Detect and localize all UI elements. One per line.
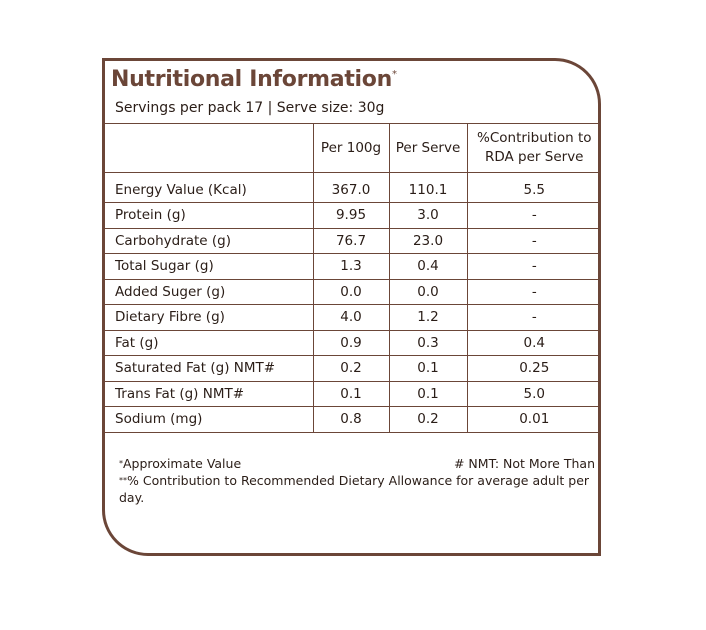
value-per-serve: 110.1 <box>389 173 467 203</box>
table-row <box>102 228 601 254</box>
value-rda: 5.0 <box>467 381 601 407</box>
nutrient-name: Fat (g) <box>102 330 313 356</box>
nutrient-name: Dietary Fibre (g) <box>102 305 313 331</box>
nutrition-table-wrapper <box>102 123 601 433</box>
value-rda: 5.5 <box>467 173 601 203</box>
footnote-nmt: # NMT: Not More Than <box>453 456 595 471</box>
value-per-100g: 367.0 <box>313 173 389 203</box>
footnotes <box>119 455 595 506</box>
nutrient-name: Trans Fat (g) NMT# <box>102 381 313 407</box>
value-per-serve: 23.0 <box>389 228 467 254</box>
table-row <box>102 381 601 407</box>
header-per-100g: Per 100g <box>313 124 389 173</box>
value-per-serve: 0.3 <box>389 330 467 356</box>
value-per-serve: 0.2 <box>389 407 467 433</box>
table-header-row <box>102 124 601 173</box>
value-per-100g: 76.7 <box>313 228 389 254</box>
footnote-rda: **% Contribution to Recommended Dietary Allowance for average adult per day. <box>119 473 590 505</box>
value-per-100g: 0.8 <box>313 407 389 433</box>
value-rda: 0.4 <box>467 330 601 356</box>
nutrient-name: Total Sugar (g) <box>102 254 313 280</box>
nutrient-name: Sodium (mg) <box>102 407 313 433</box>
footnote-row <box>119 455 595 472</box>
header-per-serve: Per Serve <box>389 124 467 173</box>
value-per-100g: 4.0 <box>313 305 389 331</box>
value-per-serve: 0.1 <box>389 356 467 382</box>
nutrient-name: Energy Value (Kcal) <box>102 173 313 203</box>
value-per-100g: 9.95 <box>313 203 389 229</box>
header-nutrient <box>102 124 313 173</box>
footnote-approximate: *Approximate Value <box>119 456 242 471</box>
value-rda: - <box>467 203 601 229</box>
footnote-double-asterisk: ** <box>119 476 127 485</box>
table-row <box>102 173 601 203</box>
panel-title: Nutritional Information* <box>111 67 397 92</box>
value-per-serve: 1.2 <box>389 305 467 331</box>
value-per-100g: 0.9 <box>313 330 389 356</box>
value-rda: - <box>467 279 601 305</box>
value-rda: - <box>467 254 601 280</box>
value-per-serve: 0.0 <box>389 279 467 305</box>
value-rda: 0.25 <box>467 356 601 382</box>
serving-info: Servings per pack 17 | Serve size: 30g <box>115 100 385 116</box>
table-row <box>102 254 601 280</box>
footnote-asterisk: * <box>119 459 123 468</box>
nutrition-table <box>102 123 601 433</box>
nutrient-name: Added Suger (g) <box>102 279 313 305</box>
table-row <box>102 356 601 382</box>
title-asterisk: * <box>391 69 397 80</box>
nutrition-panel <box>102 58 601 556</box>
value-per-100g: 0.0 <box>313 279 389 305</box>
table-row <box>102 279 601 305</box>
value-rda: - <box>467 305 601 331</box>
value-rda: - <box>467 228 601 254</box>
table-row <box>102 305 601 331</box>
table-row <box>102 203 601 229</box>
table-row <box>102 330 601 356</box>
nutrient-name: Saturated Fat (g) NMT# <box>102 356 313 382</box>
value-per-100g: 0.1 <box>313 381 389 407</box>
value-per-serve: 3.0 <box>389 203 467 229</box>
table-row <box>102 407 601 433</box>
nutrient-name: Carbohydrate (g) <box>102 228 313 254</box>
value-per-100g: 1.3 <box>313 254 389 280</box>
nutrient-name: Protein (g) <box>102 203 313 229</box>
header-rda: %Contribution to RDA per Serve <box>467 124 601 173</box>
value-per-100g: 0.2 <box>313 356 389 382</box>
value-per-serve: 0.1 <box>389 381 467 407</box>
value-per-serve: 0.4 <box>389 254 467 280</box>
value-rda: 0.01 <box>467 407 601 433</box>
